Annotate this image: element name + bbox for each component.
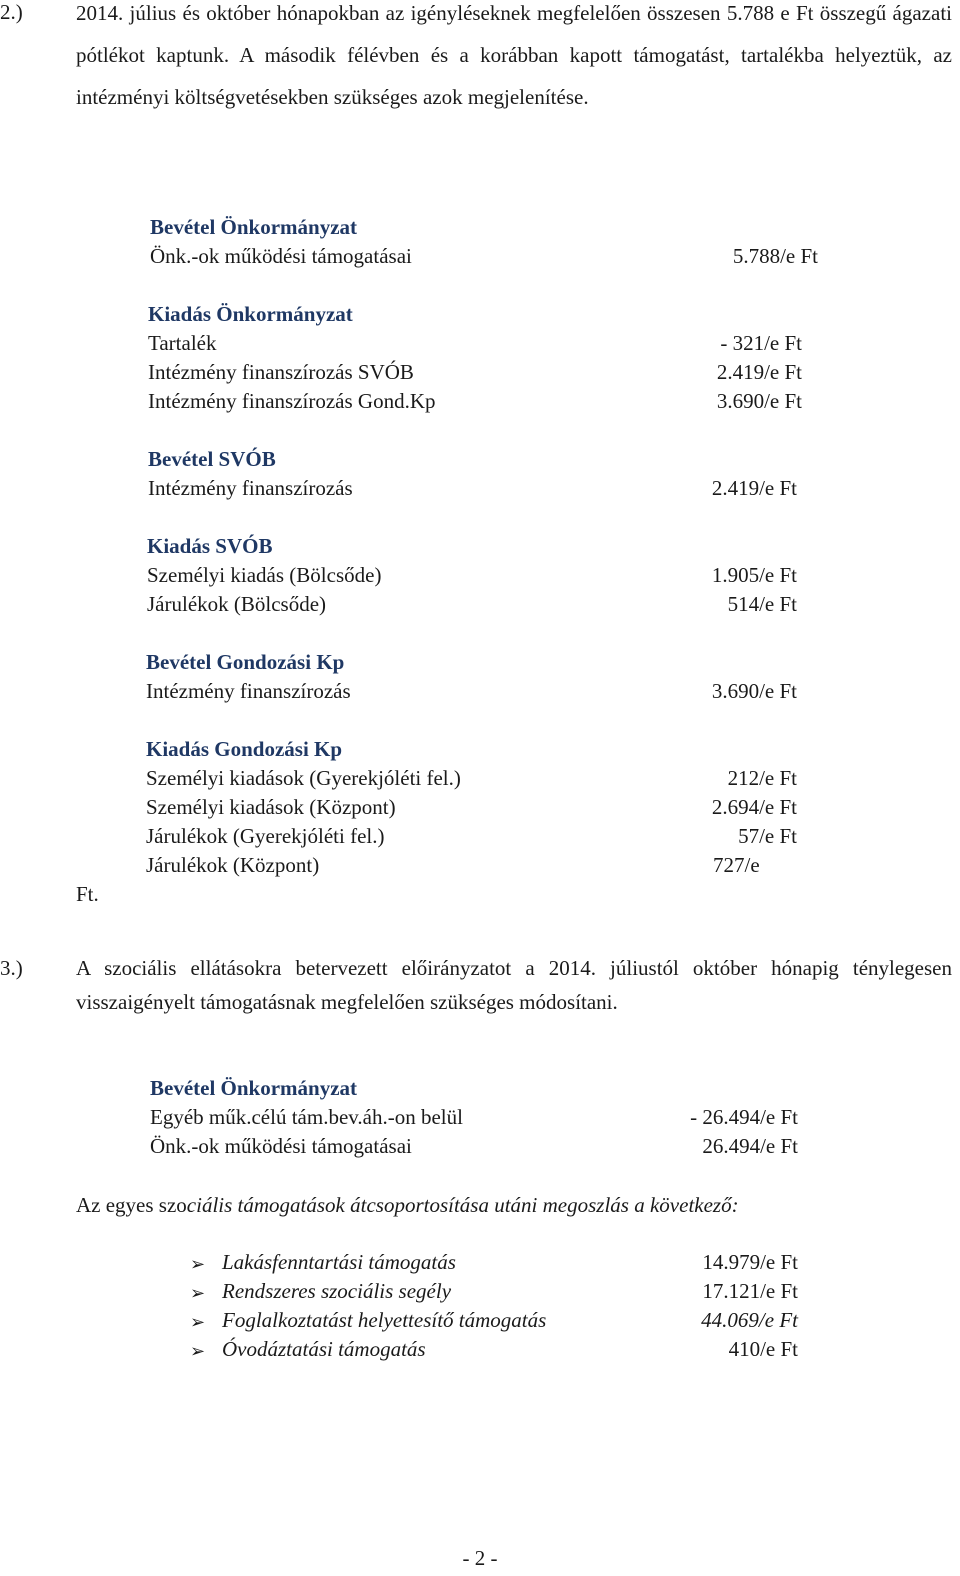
row-label: Járulékok (Központ) [146,853,320,877]
row-value: 3.690/e Ft [716,389,802,413]
row-value: 727/e [713,853,760,877]
row-label: Önk.-ok működési támogatásai [150,244,412,268]
row-value: 26.494/e Ft [702,1134,798,1158]
row-label: Járulékok (Gyerekjóléti fel.) [146,824,385,848]
page-number: - 2 - [462,1546,498,1570]
row-label: Intézmény finanszírozás [148,476,353,500]
row-value: 2.419/e Ft [711,476,797,500]
row-value: 2.694/e Ft [711,795,797,819]
list-item-value: 17.121/e Ft [702,1279,798,1303]
list-item-label: Lakásfenntartási támogatás [222,1250,456,1274]
row-value: - 321/e Ft [720,331,802,355]
row-label: Intézmény finanszírozás SVÓB [148,360,414,384]
arrowhead-bullet-icon: ➢ [190,1283,206,1304]
block-heading: Bevétel SVÓB [148,447,276,471]
list-item-label: Foglalkoztatást helyettesítő támogatás [222,1308,547,1332]
block-heading: Bevétel Önkormányzat [150,1076,358,1100]
section-3-number: 3.) [0,956,23,980]
block-heading: Kiadás SVÓB [147,534,273,558]
row-label: Intézmény finanszírozás [146,679,351,703]
block-heading: Kiadás Gondozási Kp [146,737,343,761]
list-item-label: Rendszeres szociális segély [222,1279,452,1303]
row-label: Személyi kiadások (Központ) [146,795,396,819]
section-3-paragraph: A szociális ellátásokra betervezett előirányzatot a 2014. júliustól október hónapig ténylegesen visszaigényelt támogatásnak megfelelően szükséges módosítani. [76,956,952,1014]
row-label: Intézmény finanszírozás Gond.Kp [148,389,436,413]
row-label: Személyi kiadás (Bölcsőde) [147,563,382,587]
section-2-paragraph: 2014. július és október hónapokban az igényléseknek megfelelően összesen 5.788 e Ft összegű ágazati pótlékot kaptunk. A második félévben és a korábban kapott támogatást, tartalékba helyeztük, az intézményi költségvetésekben szükséges azok megjelenítése. [76,1,952,109]
row-value: 1.905/e Ft [711,563,797,587]
list-item-value: 410/e Ft [728,1337,798,1361]
arrowhead-bullet-icon: ➢ [190,1312,206,1333]
distribution-intro [76,1195,739,1216]
row-label: Járulékok (Bölcsőde) [147,592,327,616]
section-2-number: 2.) [0,0,23,24]
block-heading: Bevétel Gondozási Kp [146,650,345,674]
row-label: Egyéb műk.célú tám.bev.áh.-on belül [150,1105,463,1129]
arrowhead-bullet-icon: ➢ [190,1254,206,1275]
row-value: - 26.494/e Ft [690,1105,798,1129]
distribution-intro-italic: ciális támogatások átcsoportosítása utáni megoszlás a következő: [186,1193,739,1217]
row-value: 5.788/e Ft [732,244,818,268]
row-label: Személyi kiadások (Gyerekjóléti fel.) [146,766,461,790]
list-item-label: Óvodáztatási támogatás [222,1337,426,1361]
block-heading: Bevétel Önkormányzat [150,215,358,239]
row-value: 514/e Ft [727,592,797,616]
block-heading: Kiadás Önkormányzat [148,302,353,326]
list-item-value: 14.979/e Ft [702,1250,798,1274]
row-label: Tartalék [148,331,217,355]
distribution-intro-plain: Az egyes szo [76,1193,187,1217]
arrowhead-bullet-icon: ➢ [190,1341,206,1362]
row-value: 2.419/e Ft [716,360,802,384]
row-value: 3.690/e Ft [711,679,797,703]
row-label: Önk.-ok működési támogatásai [150,1134,412,1158]
row-value: 57/e Ft [738,824,797,848]
list-item-value: 44.069/e Ft [701,1308,798,1332]
orphan-ft-text: Ft. [76,882,99,906]
row-value: 212/e Ft [727,766,797,790]
